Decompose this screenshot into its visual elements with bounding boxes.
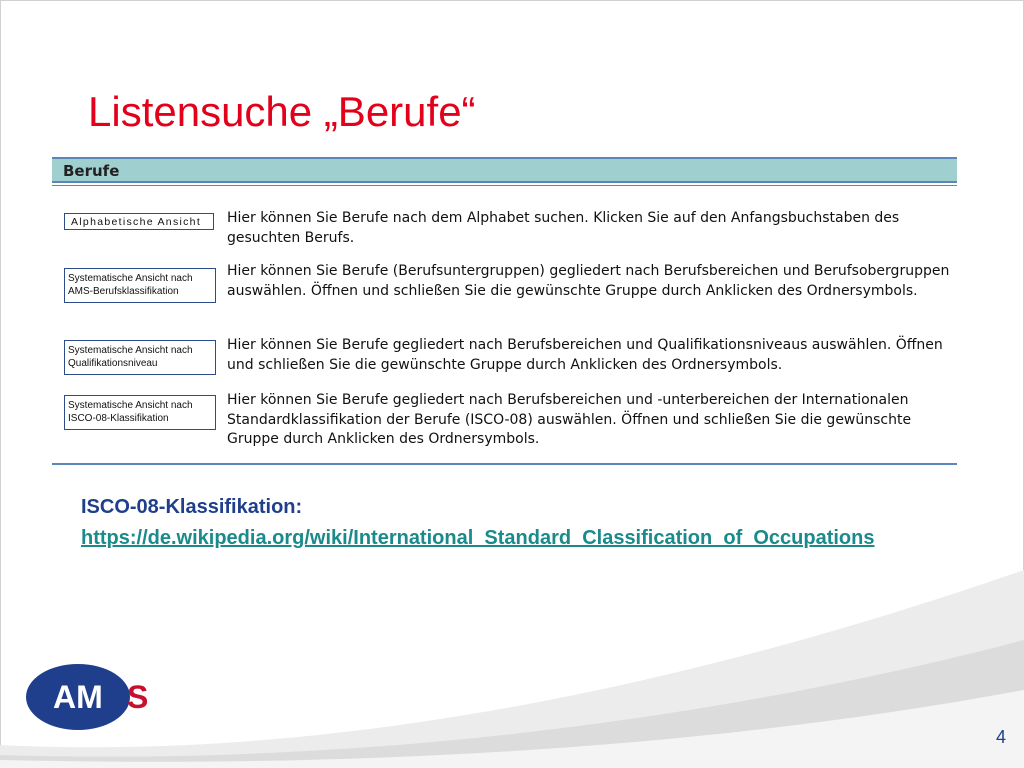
header-divider	[52, 185, 957, 186]
isco-classification-view-button[interactable]: Systematische Ansicht nach ISCO-08-Klassifikation	[64, 395, 216, 430]
isco-label: ISCO-08-Klassifikation:	[81, 496, 303, 518]
slide-title: Listensuche „Berufe“	[88, 88, 476, 135]
panel-header	[52, 157, 957, 183]
panel-header-title: Berufe	[63, 162, 120, 180]
ams-classification-view-button[interactable]: Systematische Ansicht nach AMS-Berufsklassifikation	[64, 268, 216, 303]
alphabetical-view-button[interactable]: Alphabetische Ansicht	[64, 213, 214, 230]
panel-bottom-divider	[52, 463, 957, 465]
row-description: Hier können Sie Berufe gegliedert nach Berufsbereichen und -unterbereichen der Internationalen Standardklassifikation der Berufe (ISCO-08) auswählen. Öffnen und schließen Sie die gewünschte Gruppe durch Anklicken des Ordnersymbols.	[227, 392, 912, 447]
row-description: Hier können Sie Berufe nach dem Alphabet suchen. Klicken Sie auf den Anfangsbuchstaben des gesuchten Berufs.	[227, 210, 900, 246]
row-description: Hier können Sie Berufe gegliedert nach Berufsbereichen und Qualifikationsniveaus auswählen. Öffnen und schließen Sie die gewünschte Gruppe durch Anklicken des Ordnersymbols.	[227, 337, 943, 373]
row-description: Hier können Sie Berufe (Berufsuntergruppen) gegliedert nach Berufsbereichen und Berufsobergruppen auswählen. Öffnen und schließen Sie die gewünschte Gruppe durch Anklicken des Ordnersymbols.	[227, 263, 950, 299]
page-number: 4	[996, 727, 1007, 747]
qualification-level-view-button[interactable]: Systematische Ansicht nach Qualifikationsniveau	[64, 340, 216, 375]
ams-logo-icon	[25, 663, 167, 731]
berufe-panel	[52, 157, 957, 466]
logo-text-s: S	[127, 679, 149, 715]
isco-wikipedia-link[interactable]: https://de.wikipedia.org/wiki/International_Standard_Classification_of_Occupations	[81, 527, 875, 549]
logo-text-am: AM	[53, 679, 103, 715]
